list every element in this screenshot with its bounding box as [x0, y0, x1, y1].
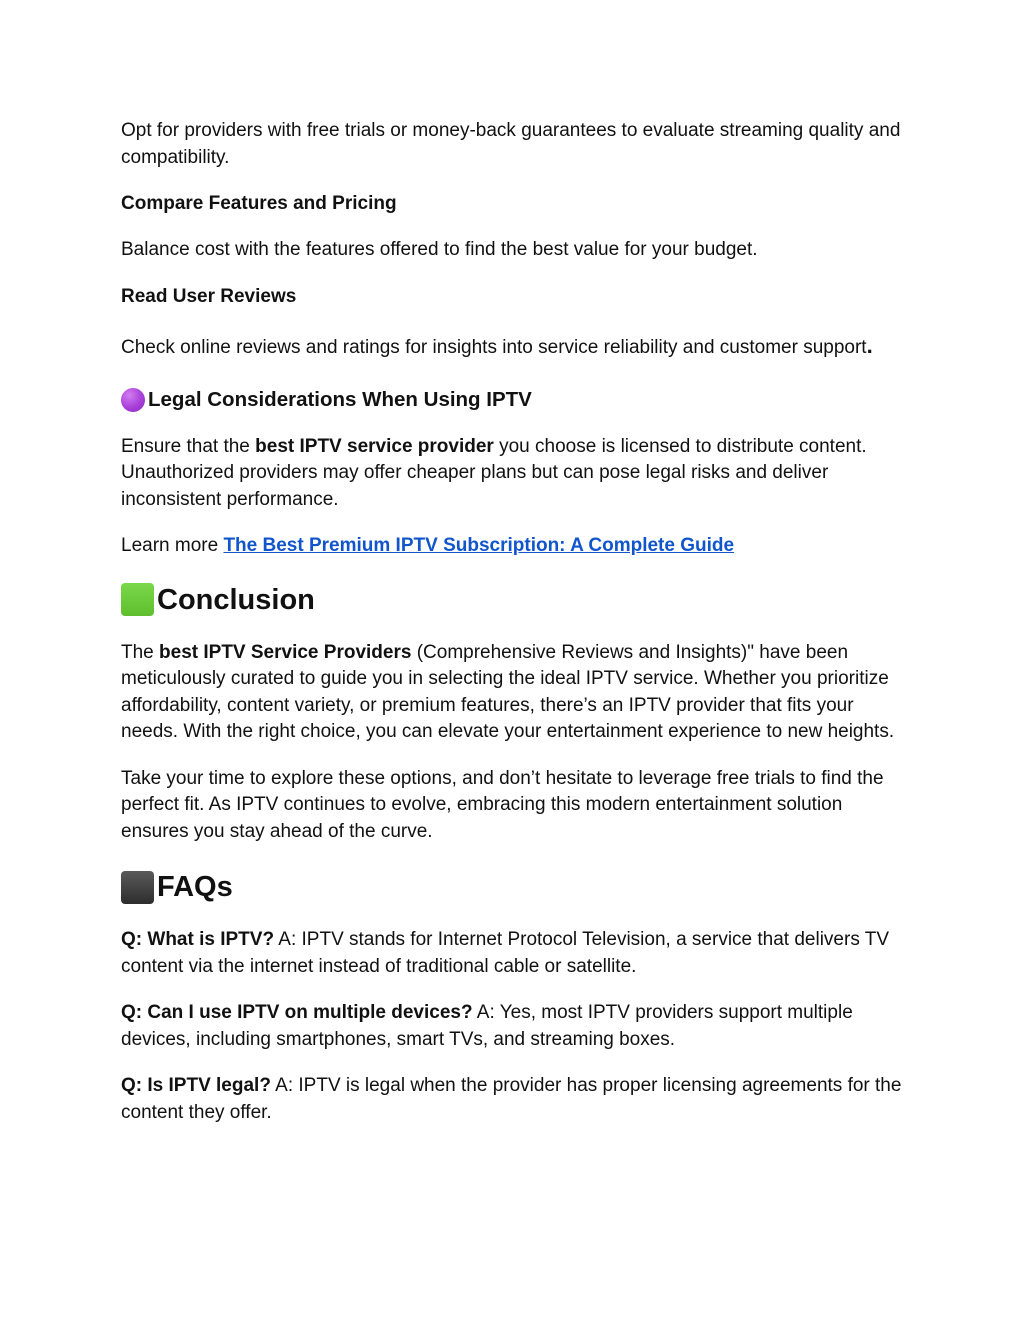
- faq-answer: A: IPTV stands for Internet Protocol Television, a service that delivers TV content via the internet instead of traditional cable or satellite.: [121, 929, 890, 977]
- reviews-heading: Read User Reviews: [121, 285, 297, 307]
- conclusion-heading-text: Conclusion: [157, 583, 315, 616]
- black-square-icon: [121, 871, 154, 904]
- learn-more-prefix: Learn more: [121, 535, 224, 556]
- learn-more-paragraph: [121, 533, 911, 560]
- legal-heading-text: Legal Considerations When Using IPTV: [148, 387, 532, 411]
- compare-paragraph: Balance cost with the features offered to find the best value for your budget.: [121, 239, 758, 260]
- legal-text-after: you choose is licensed to distribute content. Unauthorized providers may offer cheaper plans but can pose legal risks and deliver inconsistent performance.: [121, 435, 867, 510]
- conclusion-p1-bold: best IPTV Service Providers: [159, 641, 412, 663]
- trial-paragraph: Opt for providers with free trials or money-back guarantees to evaluate streaming quality and compatibility.: [121, 120, 901, 168]
- reviews-end-mark: .: [866, 332, 873, 358]
- conclusion-p1-after: (Comprehensive Reviews and Insights)" have been meticulously curated to guide you in selecting the ideal IPTV service. Whether you prioritize affordability, content variety, or premium features, there’s an IPTV provider that fits your needs. With the right choice, you can elevate your entertainment experience to new heights.: [121, 641, 895, 742]
- faq-question: Q: Is IPTV legal?: [121, 1075, 271, 1096]
- legal-text-before: Ensure that the: [121, 435, 256, 457]
- green-square-icon: [121, 583, 154, 616]
- faq-item: [121, 927, 911, 980]
- reviews-text: Check online reviews and ratings for insights into service reliability and customer support: [121, 336, 867, 358]
- faq-answer: A: Yes, most IPTV providers support multiple devices, including smartphones, smart TVs, and streaming boxes.: [121, 1002, 853, 1050]
- faq-question: Q: Can I use IPTV on multiple devices?: [121, 1002, 473, 1023]
- faqs-heading-text: FAQs: [157, 871, 233, 903]
- document-page: [121, 118, 911, 1126]
- guide-link[interactable]: The Best Premium IPTV Subscription: A Complete Guide: [223, 535, 735, 556]
- conclusion-paragraph-2: Take your time to explore these options, and don’t hesitate to leverage free trials to find the perfect fit. As IPTV continues to evolve, embracing this modern entertainment solution ensures you stay ahead of the curve.: [121, 767, 884, 842]
- conclusion-heading: [121, 580, 911, 620]
- faq-item: [121, 1073, 911, 1126]
- faq-answer: A: IPTV is legal when the provider has proper licensing agreements for the content they offer.: [121, 1075, 902, 1123]
- reviews-paragraph: [121, 330, 911, 364]
- purple-circle-icon: [121, 388, 145, 412]
- legal-paragraph: [121, 434, 911, 514]
- faq-question: Q: What is IPTV?: [121, 929, 275, 950]
- conclusion-p1-before: The: [121, 641, 160, 663]
- faq-item: [121, 1000, 911, 1053]
- compare-heading: Compare Features and Pricing: [121, 193, 397, 214]
- legal-text-bold: best IPTV service provider: [255, 435, 494, 457]
- faqs-heading: [121, 867, 911, 907]
- conclusion-paragraph-1: [121, 640, 911, 746]
- legal-heading: [121, 386, 911, 414]
